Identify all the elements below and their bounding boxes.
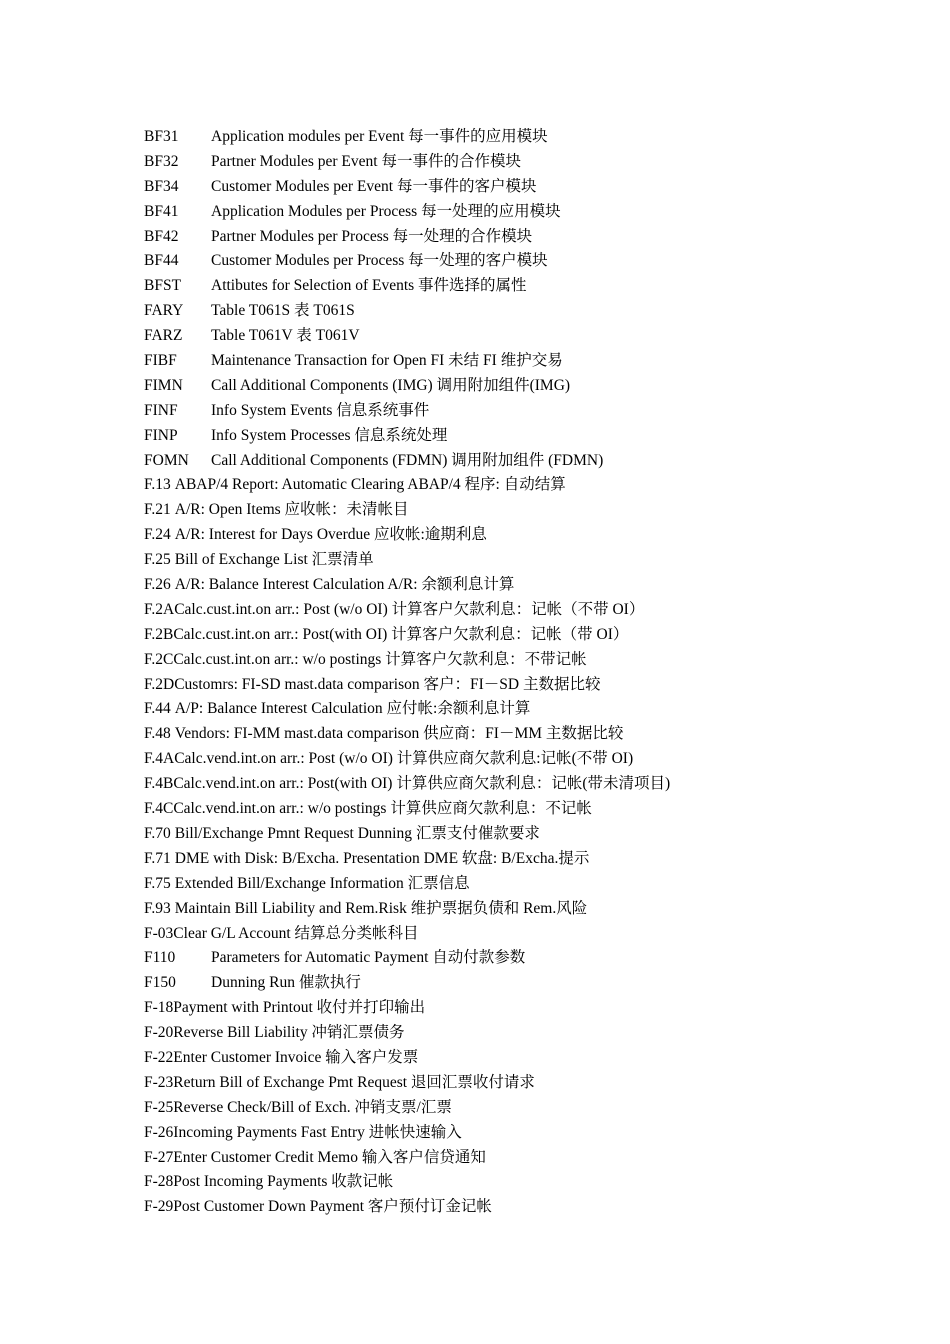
list-item [144, 847, 864, 872]
transaction-description: Vendors: FI-MM mast.data comparison 供应商：FI－MM 主数据比较 [174, 725, 624, 743]
transaction-description: Enter Customer Invoice 输入客户发票 [173, 1048, 419, 1066]
transaction-description: Payment with Printout 收付并打印输出 [173, 999, 426, 1017]
transaction-description: Calc.cust.int.on arr.: Post (w/o OI) 计算客户欠款利息：记帐（不带 OI） [174, 600, 645, 618]
transaction-code: F.93 [144, 899, 171, 917]
transaction-code: F-22 [144, 1048, 174, 1066]
list-item [144, 722, 864, 747]
transaction-code: BF34 [144, 177, 179, 195]
transaction-code: FARY [144, 302, 184, 320]
transaction-code: F.24 [144, 526, 171, 544]
transaction-description: A/R: Balance Interest Calculation A/R: 余额利息计算 [174, 576, 515, 594]
list-item [144, 971, 864, 996]
transaction-description: Parameters for Automatic Payment 自动付款参数 [211, 949, 526, 967]
transaction-description: Calc.vend.int.on arr.: w/o postings 计算供应商欠款利息：不记帐 [173, 800, 592, 818]
list-item [144, 125, 864, 150]
list-item [144, 399, 864, 424]
transaction-description: Maintain Bill Liability and Rem.Risk 维护票据负债和 Rem.风险 [174, 899, 588, 917]
transaction-description: Bill/Exchange Pmnt Request Dunning 汇票支付催款要求 [174, 824, 540, 842]
transaction-code: F-23 [144, 1073, 174, 1091]
transaction-description: Incoming Payments Fast Entry 进帐快速输入 [173, 1123, 462, 1141]
transaction-description: Attibutes for Selection of Events 事件选择的属性 [211, 277, 527, 295]
transaction-code: F.71 [144, 849, 171, 867]
transaction-code: F.70 [144, 824, 171, 842]
transaction-description: DME with Disk: B/Excha. Presentation DME 软盘: B/Excha.提示 [174, 849, 590, 867]
transaction-description: Bill of Exchange List 汇票清单 [174, 551, 374, 569]
transaction-code: F.26 [144, 576, 171, 594]
transaction-description: Call Additional Components (IMG) 调用附加组件(IMG) [211, 376, 571, 394]
transaction-code: BF42 [144, 227, 179, 245]
transaction-description: Calc.cust.int.on arr.: Post(with OI) 计算客户欠款利息：记帐（带 OI） [173, 625, 629, 643]
transaction-code: F-26 [144, 1123, 174, 1141]
transaction-code: BF41 [144, 202, 179, 220]
transaction-code: F150 [144, 974, 176, 992]
transaction-description: Return Bill of Exchange Pmt Request 退回汇票收付请求 [173, 1073, 535, 1091]
list-item [144, 523, 864, 548]
transaction-description: A/R: Interest for Days Overdue 应收帐:逾期利息 [174, 526, 487, 544]
list-item [144, 1146, 864, 1171]
transaction-description: Extended Bill/Exchange Information 汇票信息 [174, 874, 470, 892]
list-item [144, 673, 864, 698]
transaction-code: FOMN [144, 451, 189, 469]
transaction-code: F-03 [144, 924, 174, 942]
list-item [144, 1071, 864, 1096]
transaction-description: Info System Processes 信息系统处理 [211, 426, 448, 444]
transaction-code: BFST [144, 277, 182, 295]
transaction-code: F.44 [144, 700, 171, 718]
list-item [144, 1170, 864, 1195]
transaction-description: A/R: Open Items 应收帐：未清帐目 [174, 501, 409, 519]
transaction-description: Customer Modules per Event 每一事件的客户模块 [211, 177, 537, 195]
list-item [144, 897, 864, 922]
list-item [144, 772, 864, 797]
transaction-description: Enter Customer Credit Memo 输入客户信贷通知 [173, 1148, 486, 1166]
list-item [144, 349, 864, 374]
list-item [144, 996, 864, 1021]
list-item [144, 473, 864, 498]
transaction-code: F.2A [144, 600, 175, 618]
list-item [144, 175, 864, 200]
list-item [144, 424, 864, 449]
list-item [144, 498, 864, 523]
transaction-description: Table T061S 表 T061S [211, 302, 355, 320]
list-item [144, 697, 864, 722]
transaction-description: Call Additional Components (FDMN) 调用附加组件 (FDMN) [211, 451, 604, 469]
transaction-code: F.2C [144, 650, 174, 668]
transaction-code: FIBF [144, 352, 177, 370]
transaction-code: F.75 [144, 874, 171, 892]
transaction-description: Maintenance Transaction for Open FI 未结 FI 维护交易 [211, 352, 563, 370]
list-item [144, 797, 864, 822]
transaction-description: Customrs: FI-SD mast.data comparison 客户：FI－SD 主数据比较 [174, 675, 601, 693]
transaction-code: F.4B [144, 775, 174, 793]
transaction-description: ABAP/4 Report: Automatic Clearing ABAP/4 程序: 自动结算 [174, 476, 566, 494]
list-item [144, 249, 864, 274]
list-item [144, 150, 864, 175]
transaction-code: F.4C [144, 800, 174, 818]
transaction-code: F.48 [144, 725, 171, 743]
transaction-code-list [144, 125, 864, 1220]
transaction-code: FIMN [144, 376, 183, 394]
list-item [144, 225, 864, 250]
transaction-description: Reverse Check/Bill of Exch. 冲销支票/汇票 [173, 1098, 452, 1116]
list-item [144, 573, 864, 598]
transaction-code: F.2B [144, 625, 174, 643]
transaction-code: F-27 [144, 1148, 174, 1166]
transaction-code: BF31 [144, 128, 179, 145]
transaction-description: Table T061V 表 T061V [211, 327, 360, 345]
list-item [144, 274, 864, 299]
list-item [144, 747, 864, 772]
transaction-description: Info System Events 信息系统事件 [211, 401, 430, 419]
list-item [144, 648, 864, 673]
transaction-code: FINP [144, 426, 178, 444]
transaction-description: Reverse Bill Liability 冲销汇票债务 [173, 1024, 405, 1042]
transaction-code: F-20 [144, 1024, 174, 1042]
transaction-code: F.2D [144, 675, 175, 693]
list-item [144, 299, 864, 324]
list-item [144, 598, 864, 623]
list-item [144, 200, 864, 225]
transaction-description: Partner Modules per Process 每一处理的合作模块 [211, 227, 533, 245]
list-item [144, 324, 864, 349]
list-item [144, 374, 864, 399]
transaction-description: Post Customer Down Payment 客户预付订金记帐 [173, 1198, 492, 1216]
transaction-description: Post Incoming Payments 收款记帐 [173, 1173, 394, 1191]
list-item [144, 822, 864, 847]
transaction-description: Application modules per Event 每一事件的应用模块 [211, 128, 548, 145]
transaction-code: F-29 [144, 1198, 174, 1216]
list-item [144, 548, 864, 573]
list-item [144, 623, 864, 648]
list-item [144, 1021, 864, 1046]
transaction-description: Dunning Run 催款执行 [211, 974, 361, 992]
transaction-description: A/P: Balance Interest Calculation 应付帐:余额利息计算 [174, 700, 531, 718]
transaction-code: FARZ [144, 327, 183, 345]
list-item [144, 922, 864, 947]
transaction-code: F-18 [144, 999, 174, 1017]
transaction-description: Partner Modules per Event 每一事件的合作模块 [211, 152, 521, 170]
transaction-code: F.13 [144, 476, 171, 494]
list-item [144, 1096, 864, 1121]
list-item [144, 449, 864, 474]
list-item [144, 1046, 864, 1071]
transaction-code: FINF [144, 401, 178, 419]
transaction-description: Customer Modules per Process 每一处理的客户模块 [211, 252, 548, 270]
transaction-code: F-28 [144, 1173, 174, 1191]
transaction-code: F.4A [144, 750, 175, 768]
list-item [144, 872, 864, 897]
transaction-description: Application Modules per Process 每一处理的应用模块 [211, 202, 561, 220]
transaction-description: Calc.vend.int.on arr.: Post (w/o OI) 计算供应商欠款利息:记帐(不带 OI) [174, 750, 634, 768]
transaction-code: F-25 [144, 1098, 174, 1116]
list-item [144, 946, 864, 971]
transaction-code: BF32 [144, 152, 179, 170]
transaction-description: Calc.cust.int.on arr.: w/o postings 计算客户欠款利息：不带记帐 [173, 650, 587, 668]
transaction-code: F110 [144, 949, 176, 967]
transaction-description: Clear G/L Account 结算总分类帐科目 [173, 924, 419, 942]
list-item [144, 1195, 864, 1220]
transaction-code: F.25 [144, 551, 171, 569]
list-item [144, 1121, 864, 1146]
transaction-description: Calc.vend.int.on arr.: Post(with OI) 计算供应商欠款利息：记帐(带未清项目) [173, 775, 671, 793]
transaction-code: BF44 [144, 252, 179, 270]
transaction-code: F.21 [144, 501, 171, 519]
